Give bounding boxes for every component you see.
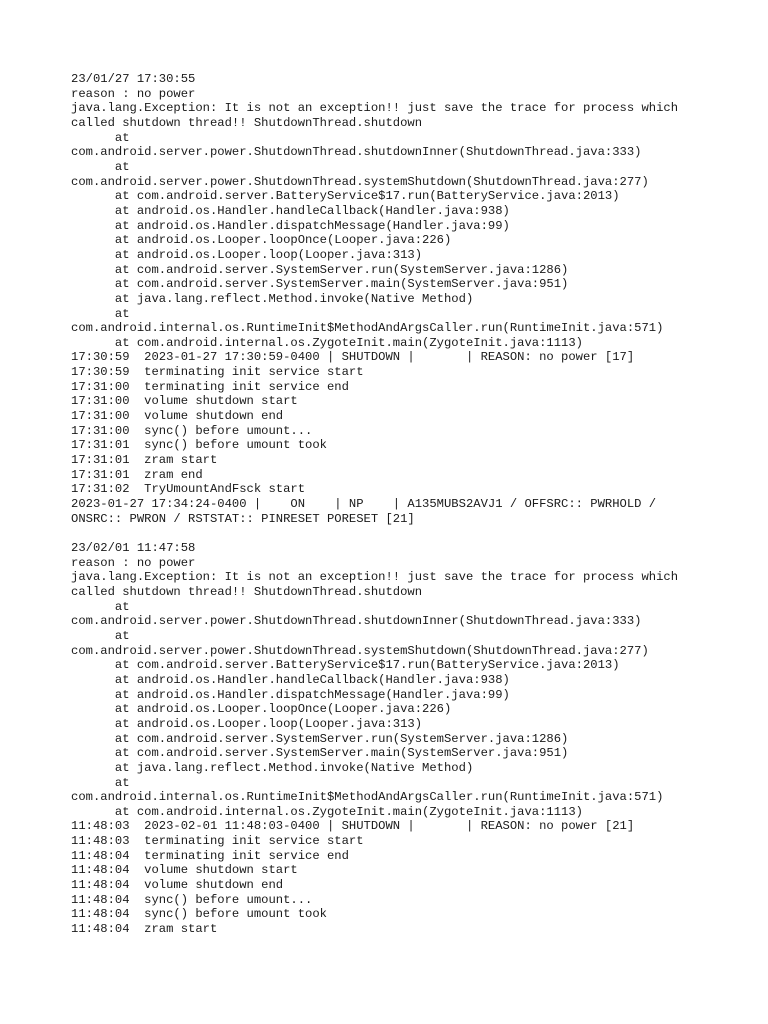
log-line: com.android.server.power.ShutdownThread.shutdownInner(ShutdownThread.java:333) bbox=[71, 614, 642, 629]
log-line: 17:30:59 2023-01-27 17:30:59-0400 | SHUTDOWN | | REASON: no power [17] bbox=[71, 350, 635, 365]
log-line: at android.os.Handler.dispatchMessage(Handler.java:99) bbox=[71, 687, 510, 702]
log-line: com.android.server.power.ShutdownThread.systemShutdown(ShutdownThread.java:277) bbox=[71, 643, 649, 658]
log-line: 2023-01-27 17:34:24-0400 | ON | NP | A135MUBS2AVJ1 / OFFSRC:: PWRHOLD / bbox=[71, 497, 657, 512]
log-line: at com.android.server.BatteryService$17.run(BatteryService.java:2013) bbox=[71, 189, 620, 204]
log-line: com.android.server.power.ShutdownThread.shutdownInner(ShutdownThread.java:333) bbox=[71, 145, 642, 160]
log-line: com.android.internal.os.RuntimeInit$MethodAndArgsCaller.run(RuntimeInit.java:571) bbox=[71, 321, 664, 336]
log-line: java.lang.Exception: It is not an exception!! just save the trace for process which bbox=[71, 570, 679, 585]
log-line: 17:30:59 terminating init service start bbox=[71, 365, 364, 380]
log-line: 17:31:01 zram start bbox=[71, 453, 218, 468]
log-line: 17:31:00 volume shutdown start bbox=[71, 394, 298, 409]
log-line: at bbox=[71, 130, 130, 145]
log-line: 17:31:00 volume shutdown end bbox=[71, 409, 284, 424]
log-line: at bbox=[71, 628, 130, 643]
blank-line bbox=[71, 526, 751, 541]
log-line: at com.android.server.SystemServer.main(SystemServer.java:951) bbox=[71, 746, 569, 761]
log-line: at java.lang.reflect.Method.invoke(Native Method) bbox=[71, 291, 474, 306]
log-line: at com.android.server.SystemServer.main(SystemServer.java:951) bbox=[71, 277, 569, 292]
shutdown-log-text bbox=[71, 72, 751, 937]
log-line: 17:31:00 terminating init service end bbox=[71, 379, 349, 394]
log-line: reason : no power bbox=[71, 555, 196, 570]
log-line: at android.os.Handler.handleCallback(Handler.java:938) bbox=[71, 672, 510, 687]
log-line: com.android.internal.os.RuntimeInit$MethodAndArgsCaller.run(RuntimeInit.java:571) bbox=[71, 790, 664, 805]
log-line: at com.android.server.SystemServer.run(SystemServer.java:1286) bbox=[71, 731, 569, 746]
log-line: 11:48:04 terminating init service end bbox=[71, 848, 349, 863]
log-line: 17:31:02 TryUmountAndFsck start bbox=[71, 482, 306, 497]
log-line: 17:31:00 sync() before umount... bbox=[71, 423, 313, 438]
log-line: at android.os.Looper.loopOnce(Looper.java:226) bbox=[71, 702, 452, 717]
log-line: at android.os.Looper.loop(Looper.java:313) bbox=[71, 247, 423, 262]
log-line: 11:48:03 2023-02-01 11:48:03-0400 | SHUTDOWN | | REASON: no power [21] bbox=[71, 819, 635, 834]
log-line: called shutdown thread!! ShutdownThread.shutdown bbox=[71, 584, 423, 599]
log-line: at bbox=[71, 159, 130, 174]
log-line: 11:48:04 sync() before umount took bbox=[71, 907, 327, 922]
log-line: at android.os.Looper.loopOnce(Looper.java:226) bbox=[71, 233, 452, 248]
log-line: called shutdown thread!! ShutdownThread.shutdown bbox=[71, 115, 423, 130]
log-line: ONSRC:: PWRON / RSTSTAT:: PINRESET PORESET [21] bbox=[71, 511, 415, 526]
log-line: 11:48:04 volume shutdown start bbox=[71, 863, 298, 878]
log-line: at bbox=[71, 599, 130, 614]
log-line: at com.android.internal.os.ZygoteInit.main(ZygoteInit.java:1113) bbox=[71, 335, 583, 350]
log-line: java.lang.Exception: It is not an exception!! just save the trace for process which bbox=[71, 101, 679, 116]
log-line: com.android.server.power.ShutdownThread.systemShutdown(ShutdownThread.java:277) bbox=[71, 174, 649, 189]
log-line: 23/02/01 11:47:58 bbox=[71, 541, 196, 555]
log-line: at com.android.internal.os.ZygoteInit.main(ZygoteInit.java:1113) bbox=[71, 804, 583, 819]
log-line: at java.lang.reflect.Method.invoke(Native Method) bbox=[71, 760, 474, 775]
log-line: at android.os.Looper.loop(Looper.java:313) bbox=[71, 716, 423, 731]
log-line: at com.android.server.SystemServer.run(SystemServer.java:1286) bbox=[71, 262, 569, 277]
log-line: at bbox=[71, 775, 130, 790]
log-line: at android.os.Handler.handleCallback(Handler.java:938) bbox=[71, 203, 510, 218]
log-line: 11:48:04 zram start bbox=[71, 922, 218, 937]
log-line: 17:31:01 sync() before umount took bbox=[71, 438, 327, 453]
log-line: 11:48:03 terminating init service start bbox=[71, 834, 364, 849]
log-line: 23/01/27 17:30:55 bbox=[71, 72, 196, 86]
log-line: reason : no power bbox=[71, 86, 196, 101]
log-line: at com.android.server.BatteryService$17.run(BatteryService.java:2013) bbox=[71, 658, 620, 673]
log-line: 11:48:04 volume shutdown end bbox=[71, 878, 284, 893]
log-line: 11:48:04 sync() before umount... bbox=[71, 892, 313, 907]
log-line: at bbox=[71, 306, 130, 321]
log-line: 17:31:01 zram end bbox=[71, 467, 203, 482]
log-line: at android.os.Handler.dispatchMessage(Handler.java:99) bbox=[71, 218, 510, 233]
